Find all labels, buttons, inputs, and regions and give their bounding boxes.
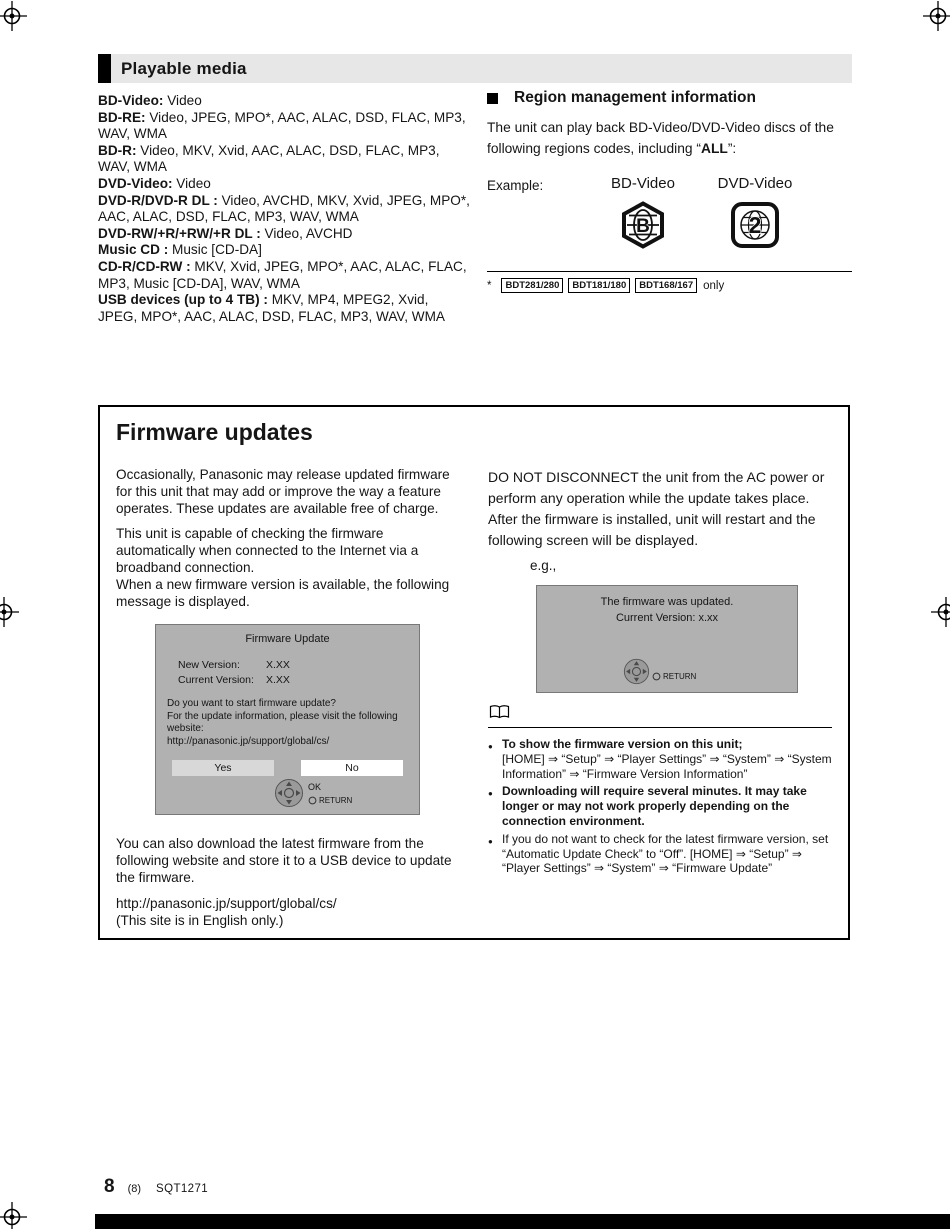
dialog-question-line: Do you want to start firmware update?: [167, 698, 336, 710]
note-item: [488, 832, 832, 876]
region-example-row: [487, 175, 852, 254]
yes-button: Yes: [172, 760, 274, 776]
page-number-paren: (8): [127, 1183, 142, 1195]
example-label: Example:: [487, 178, 544, 193]
note-text: If you do not want to check for the latest firmware version, set “Automatic Update Check” to “Off”. [HOME] ⇒ “Setup” ⇒ “Player Settings” ⇒ “System” ⇒ “Firmware Update”: [502, 831, 829, 876]
registration-mark-bottom-left: [0, 1202, 27, 1229]
ok-label: OK: [308, 782, 322, 793]
region-body-text: [487, 117, 852, 159]
firmware-paragraph: After the firmware is installed, unit will restart and the following screen will be displayed.: [488, 511, 816, 548]
dialog-question-line: For the update information, please visit the following website:: [167, 710, 398, 735]
return-label: RETURN: [662, 672, 697, 681]
model-footnote: [487, 278, 852, 293]
dpad-icon: [274, 778, 304, 808]
return-row: [652, 672, 696, 681]
bd-video-column: [587, 175, 699, 254]
note-body: [502, 737, 832, 781]
firmware-update-dialog-screenshot: [155, 624, 420, 815]
bd-region-icon: [618, 201, 668, 249]
region-section-heading: [487, 89, 852, 107]
footnote-divider: [487, 271, 852, 272]
media-line: [98, 226, 470, 243]
media-line: [98, 176, 470, 193]
bottom-print-bar: [95, 1214, 950, 1229]
media-type-label: DVD-R/DVD-R DL :: [98, 192, 218, 208]
firmware-title: Firmware updates: [116, 419, 313, 445]
bd-video-label: BD-Video: [611, 175, 675, 192]
new-version-value: X.XX: [266, 659, 290, 672]
media-formats: MKV, MP4, MPEG2, Xvid, JPEG, MPO*, AAC, ALAC, DSD, FLAC, MP3, WAV, WMA: [98, 292, 445, 324]
notes-divider: [488, 727, 832, 728]
dialog-buttons: [172, 760, 403, 776]
media-line: [98, 110, 470, 143]
screen-dpad-return: [623, 658, 696, 685]
ok-return-control: [274, 778, 352, 808]
section-title: Playable media: [121, 58, 247, 78]
current-version-row: [178, 673, 419, 688]
new-version-label: New Version:: [178, 659, 240, 672]
registration-mark-right-middle: [931, 597, 950, 627]
media-formats: Video: [172, 175, 211, 191]
note-body: [502, 832, 832, 876]
ok-return-labels: [308, 778, 352, 808]
media-formats: Video, AVCHD: [260, 225, 353, 241]
new-version-row: [178, 658, 419, 673]
footnote-marker: *: [487, 279, 492, 292]
dvd-region-icon: [730, 201, 780, 249]
document-code: SQT1271: [156, 1183, 209, 1195]
media-formats: Video, JPEG, MPO*, AAC, ALAC, DSD, FLAC, MP3, WAV, WMA: [98, 109, 466, 142]
media-formats: MKV, Xvid, JPEG, MPO*, AAC, ALAC, FLAC, MP3, Music [CD-DA], WAV, WMA: [98, 258, 467, 291]
return-row: [308, 796, 352, 805]
media-type-label: CD-R/CD-RW :: [98, 258, 191, 274]
note-book-icon: [489, 705, 832, 724]
note-text: [HOME] ⇒ “Setup” ⇒ “Player Settings” ⇒ “System” ⇒ “System Information” ⇒ “Firmware Version Information”: [502, 751, 832, 781]
media-line: [98, 143, 470, 176]
dpad-icon: [623, 658, 650, 685]
firmware-url: http://panasonic.jp/support/global/cs/: [116, 895, 337, 911]
note-item: [488, 737, 832, 781]
media-line: [98, 259, 470, 292]
region-section-title: Region management information: [514, 89, 756, 106]
region-body-pre: The unit can play back BD-Video/DVD-Video discs of the following regions codes, including “: [487, 120, 834, 156]
screen-line2: Current Version: x.xx: [615, 612, 719, 624]
return-button-icon: [652, 672, 661, 681]
media-line: [98, 93, 470, 110]
media-formats: Video, MKV, Xvid, AAC, ALAC, DSD, FLAC, MP3, WAV, WMA: [98, 142, 440, 175]
media-formats: Video, AVCHD, MKV, Xvid, JPEG, MPO*, AAC, ALAC, DSD, FLAC, MP3, WAV, WMA: [98, 192, 470, 225]
no-button: No: [301, 760, 403, 776]
media-line: [98, 292, 470, 325]
header-accent-bar: [98, 54, 111, 83]
media-type-label: BD-RE:: [98, 109, 146, 125]
playable-media-list: [98, 93, 470, 325]
section-header: [98, 54, 852, 83]
firmware-updates-box: [98, 405, 850, 940]
bullet-icon: ●: [488, 742, 493, 751]
bullet-icon: ●: [488, 789, 493, 799]
model-badge: BDT168/167: [635, 278, 697, 293]
screen-line1: The firmware was updated.: [600, 596, 734, 608]
registration-mark-top-right: [923, 1, 950, 31]
model-badge: BDT281/280: [501, 278, 563, 293]
page-number: 8: [104, 1176, 115, 1197]
media-type-label: USB devices (up to 4 TB) :: [98, 292, 268, 308]
example-abbrev: e.g.,: [530, 558, 557, 573]
dialog-question: [167, 698, 408, 748]
dialog-question-url: http://panasonic.jp/support/global/cs/: [167, 735, 330, 747]
bd-region-letter: B: [636, 216, 650, 237]
firmware-paragraph: (This site is in English only.): [116, 912, 284, 928]
registration-mark-left-middle: [0, 597, 19, 627]
media-line: [98, 193, 470, 226]
page-footer: [104, 1176, 208, 1198]
dialog-title: Firmware Update: [245, 633, 330, 646]
return-label: RETURN: [319, 796, 353, 806]
note-bold-text: To show the firmware version on this unit;: [502, 737, 743, 751]
media-type-label: BD-R:: [98, 142, 137, 158]
note-item: [488, 784, 832, 828]
dialog-versions: [178, 658, 419, 688]
note-bold-text: Downloading will require several minutes. It may take longer or may not work properly depending on the connection environment.: [502, 784, 807, 828]
firmware-paragraph: Occasionally, Panasonic may release updated firmware for this unit that may add or improve the way a feature operates. These updates are available free of charge.: [116, 467, 450, 516]
firmware-paragraph: When a new firmware version is available, the following message is displayed.: [116, 576, 450, 609]
region-body-post: ”:: [727, 141, 737, 156]
dvd-video-column: [699, 175, 811, 254]
bullet-icon: ●: [488, 836, 493, 846]
square-bullet-icon: [487, 93, 498, 104]
dvd-region-number: 2: [748, 212, 762, 238]
current-version-value: X.XX: [266, 674, 290, 687]
firmware-columns: [116, 467, 832, 929]
media-type-label: DVD-RW/+R/+RW/+R DL :: [98, 225, 261, 241]
media-type-label: Music CD :: [98, 242, 169, 258]
firmware-warning-text: DO NOT DISCONNECT the unit from the AC power or perform any operation while the update takes place.: [488, 469, 825, 506]
media-formats: Video: [163, 93, 202, 108]
media-type-label: DVD-Video:: [98, 175, 173, 191]
firmware-paragraph: You can also download the latest firmware from the following website and store it to a USB device to update the firmware.: [116, 836, 452, 885]
dvd-video-label: DVD-Video: [717, 175, 793, 192]
firmware-paragraph: This unit is capable of checking the firmware automatically when connected to the Internet via a broadband connection.: [116, 526, 419, 575]
firmware-right-column: [488, 467, 832, 929]
note-body: [502, 784, 832, 828]
registration-mark-top-left: [0, 1, 27, 31]
media-formats: Music [CD-DA]: [168, 242, 262, 258]
media-type-label: BD-Video:: [98, 93, 164, 108]
current-version-label: Current Version:: [178, 674, 254, 687]
model-badge: BDT181/180: [568, 278, 630, 293]
footnote-suffix: only: [703, 279, 725, 292]
return-button-icon: [308, 796, 317, 805]
firmware-left-column: [116, 467, 462, 929]
region-all-word: ALL: [700, 141, 728, 156]
media-line: [98, 242, 470, 259]
firmware-notes-list: [488, 737, 832, 876]
region-management-section: [487, 89, 852, 293]
firmware-updated-screen-screenshot: [536, 585, 798, 693]
